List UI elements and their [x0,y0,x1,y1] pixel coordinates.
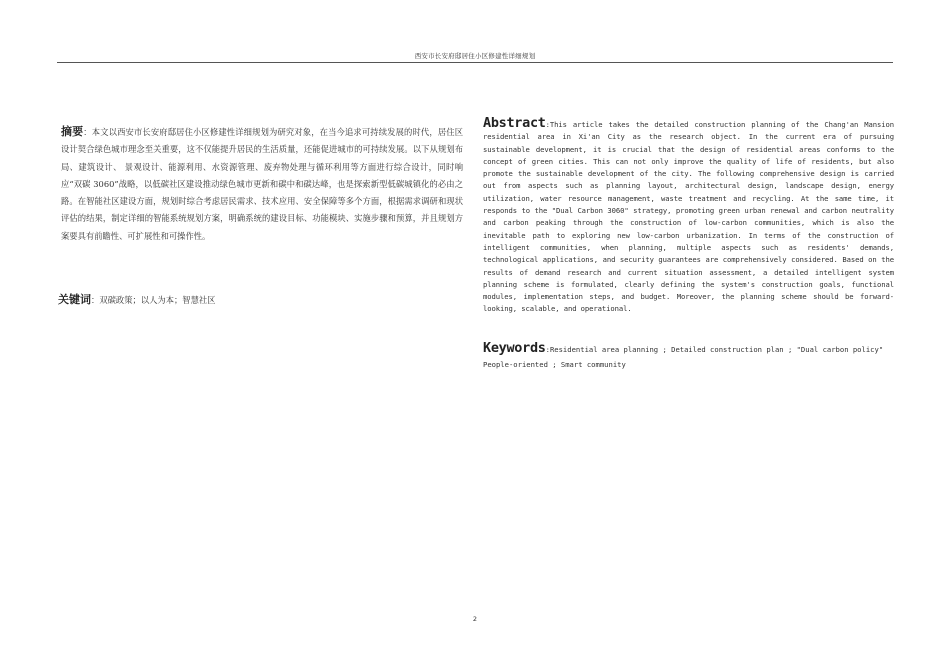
chinese-keywords-label: 关键词 [58,293,91,306]
english-keywords-label: Keywords [483,340,546,356]
chinese-keywords [58,291,460,307]
chinese-keywords-separator: ： [91,295,100,305]
english-keywords [483,341,894,372]
english-abstract-text: This article takes the detailed construction planning of the Chang'an Mansion residential area in Xi'an City as the research object. In the current era of pursuing sustainable development, it is crucial that the design of residential areas conforms to the concept of green cities. This can not only improve the quality of life of residents, but also promote the sustainable development of the city. The following comprehensive design is carried out from aspects such as planning layout, architectural design, landscape design, energy utilization, water resource management, waste treatment and recycling. At the same time, it responds to the "Dual Carbon 3060" strategy, promoting green urban renewal and carbon neutrality and carbon peaking through the construction of low-carbon communities, which is also the inevitable path to exploring new low-carbon urbanization. In terms of the construction of intelligent communities, when planning, multiple aspects such as residents' demands, technological applications, and security guarantees are comprehensively considered. Based on the results of demand research and current situation assessment, a detailed intelligent system planning scheme is formulated, clearly defining the system's construction goals, functional modules, implementation steps, and budget. Moreover, the planning scheme should be forward-looking, scalable, and operational. [483,120,894,314]
english-abstract [483,117,894,316]
chinese-abstract [61,123,463,245]
english-abstract-separator: : [545,120,550,129]
english-keywords-separator: : [545,345,550,354]
chinese-abstract-label: 摘要 [61,125,84,138]
header-rule [57,62,893,63]
chinese-abstract-separator: ： [83,127,92,137]
chinese-keywords-text: 双碳政策；以人为本；智慧社区 [99,295,216,305]
page-number: 2 [472,615,478,623]
english-abstract-label: Abstract [483,115,546,131]
running-header: 西安市长安府邸居住小区修建性详细规划 [414,52,536,60]
english-keywords-text: Residential area planning ; Detailed construction plan ; "Dual carbon policy" People-oriented ; Smart community [483,345,884,369]
chinese-abstract-text: 本文以西安市长安府邸居住小区修建性详细规划为研究对象，在当今追求可持续发展的时代，居住区设计契合绿色城市理念至关重要，这不仅能提升居民的生活质量，还能促进城市的可持续发展。以下从规划布局、建筑设计、 景观设计、能源利用、水资源管理、废弃物处理与循环利用等方面进行综合设计，同时响应“双碳 3060”战略，以低碳社区建设推动绿色城市更新和碳中和碳达峰，也是探索新型低碳城镇化的必由之路。在智能社区建设方面，规划时综合考虑居民需求、技术应用、安全保障等多个方面，根据需求调研和现状评估的结果，制定详细的智能系统规划方案，明确系统的建设目标、功能模块、实施步骤和预算，并且规划方案要具有前瞻性、可扩展性和可操作性。 [61,127,463,241]
